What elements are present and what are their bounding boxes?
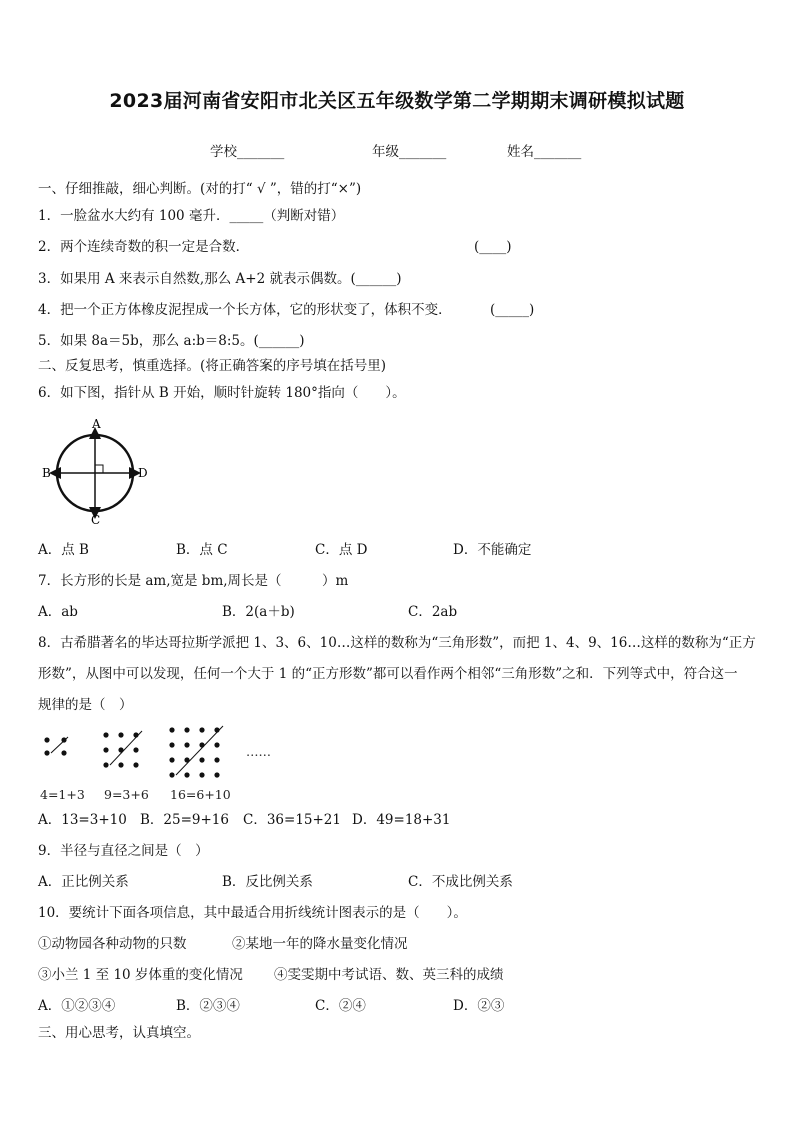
q10-option-b: B．②③④ bbox=[176, 998, 240, 1014]
q8-option-b: B．25=9+16 bbox=[140, 812, 229, 828]
compass-label-a: A bbox=[92, 417, 101, 431]
q10-option-c: C．②④ bbox=[315, 998, 366, 1014]
right-angle-mark bbox=[95, 465, 103, 473]
question-5: 5．如果 8a＝5b，那么 a:b＝8:5。(______) bbox=[38, 333, 305, 349]
q6-option-a: A．点 B bbox=[38, 542, 89, 558]
q10-item-3: ③小兰 1 至 10 岁体重的变化情况 bbox=[38, 967, 243, 983]
q9-option-b: B．反比例关系 bbox=[222, 874, 313, 890]
q9-option-a: A．正比例关系 bbox=[38, 874, 129, 890]
q10-item-1: ①动物园各种动物的只数 bbox=[38, 936, 187, 952]
q10-option-a: A．①②③④ bbox=[38, 998, 116, 1014]
question-8-line-1: 8．古希腊著名的毕达哥拉斯学派把 1、3、6、10…这样的数称为“三角形数”，而把 1、4、9、16…这样的数称为“正方 bbox=[38, 635, 756, 651]
section-heading-fill: 三、用心思考，认真填空。 bbox=[38, 1025, 200, 1041]
name-field: 姓名_______ bbox=[507, 144, 582, 160]
q8-option-a: A．13=3+10 bbox=[38, 812, 127, 828]
question-9: 9．半径与直径之间是（ ） bbox=[38, 843, 209, 859]
q6-option-d: D．不能确定 bbox=[453, 542, 532, 558]
section-heading-choice: 二、反复思考，慎重选择。(将正确答案的序号填在括号里) bbox=[38, 358, 387, 374]
question-2-blank: (____) bbox=[474, 239, 512, 255]
compass-figure bbox=[38, 418, 158, 526]
question-8-line-2: 形数”，从图中可以发现，任何一个大于 1 的“正方形数”都可以看作两个相邻“三角形数”之和．下列等式中，符合这一 bbox=[38, 666, 738, 682]
q7-option-c: C．2ab bbox=[408, 604, 458, 620]
section-heading-judgement: 一、仔细推敲，细心判断。(对的打“ √ ”，错的打“×”) bbox=[38, 181, 362, 197]
question-4: 4．把一个正方体橡皮泥捏成一个长方体，它的形状变了，体积不变． bbox=[38, 302, 452, 318]
dot-pattern-4x4 bbox=[168, 726, 224, 778]
dot-pattern-2x2 bbox=[42, 735, 72, 761]
q6-option-b: B．点 C bbox=[176, 542, 228, 558]
dot-pattern-ellipsis: …… bbox=[246, 744, 271, 759]
question-8-line-3: 规律的是（ ） bbox=[38, 697, 133, 713]
question-10: 10．要统计下面各项信息，其中最适合用折线统计图表示的是（ ）。 bbox=[38, 905, 467, 921]
dot-caption-1: 4=1+3 bbox=[40, 787, 85, 802]
page-title: 2023届河南省安阳市北关区五年级数学第二学期期末调研模拟试题 bbox=[109, 90, 685, 112]
q7-option-a: A．ab bbox=[38, 604, 78, 620]
q8-option-d: D．49=18+31 bbox=[352, 812, 451, 828]
dot-pattern-3x3 bbox=[102, 731, 144, 771]
compass-label-c: C bbox=[91, 513, 101, 527]
question-7: 7．长方形的长是 am,宽是 bm,周长是（ ）m bbox=[38, 573, 349, 589]
question-4-blank: (_____) bbox=[490, 302, 535, 318]
question-6: 6．如下图，指针从 B 开始，顺时针旋转 180°指向（ ）。 bbox=[38, 385, 406, 401]
compass-label-b: B bbox=[42, 466, 51, 480]
dot-caption-3: 16=6+10 bbox=[170, 787, 231, 802]
school-field: 学校_______ bbox=[210, 144, 285, 160]
grade-field: 年级_______ bbox=[372, 144, 447, 160]
q10-item-4: ④雯雯期中考试语、数、英三科的成绩 bbox=[274, 967, 504, 983]
q7-option-b: B．2(a＋b) bbox=[222, 604, 295, 620]
question-1: 1．一脸盆水大约有 100 毫升．_____（判断对错） bbox=[38, 208, 345, 224]
q9-option-c: C．不成比例关系 bbox=[408, 874, 513, 890]
dot-caption-2: 9=3+6 bbox=[104, 787, 149, 802]
q10-item-2: ②某地一年的降水量变化情况 bbox=[232, 936, 408, 952]
q8-option-c: C．36=15+21 bbox=[243, 812, 341, 828]
compass-label-d: D bbox=[138, 466, 148, 480]
question-2: 2．两个连续奇数的积一定是合数． bbox=[38, 239, 250, 255]
question-3: 3．如果用 A 来表示自然数,那么 A+2 就表示偶数。(______) bbox=[38, 271, 402, 287]
q6-option-c: C．点 D bbox=[315, 542, 368, 558]
q10-option-d: D．②③ bbox=[453, 998, 505, 1014]
